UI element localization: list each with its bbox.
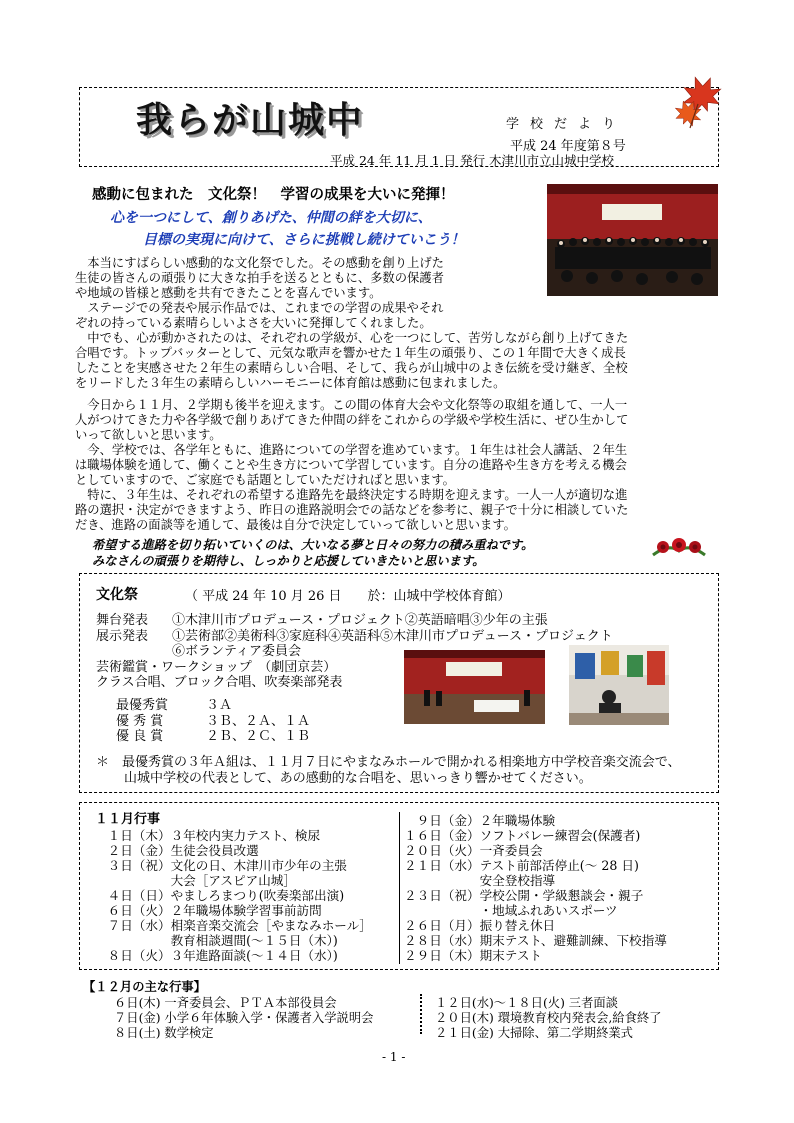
- december-event-item: ７日(金) 小学６年体験入学・保護者入学説明会: [114, 1011, 374, 1025]
- exhibit-items: ⑥ボランティア委員会: [172, 644, 301, 659]
- exhibit-photo: [569, 645, 669, 725]
- event-item: ２６日（月）振り替え休日: [404, 918, 556, 933]
- masthead-title: 我らが山城中: [136, 100, 365, 141]
- chorus-stage-photo: [547, 184, 718, 296]
- lead-paragraph-line: いって欲しいと思います。: [75, 428, 222, 442]
- award-label: 最優秀賞: [116, 698, 169, 713]
- award-label: 優 良 賞: [116, 729, 164, 744]
- lead-paragraph-line: ステージでの発表や展示作品では、これまでの学習の成果やそれ: [75, 301, 444, 315]
- event-item: 教育相談週間(～１５日（木）): [95, 933, 338, 948]
- issue-number: 平成 24 年度第８号: [510, 139, 626, 154]
- award-value: ３Ａ: [206, 698, 233, 713]
- event-item: 大会［アスピア山城］: [95, 873, 296, 888]
- event-item: ・地域ふれあいスポーツ: [404, 903, 618, 918]
- lead-title: 感動に包まれた 文化祭！ 学習の成果を大いに発揮！: [92, 187, 455, 203]
- lead-paragraph-line: したことを実感させた２年生の素晴らしい合唱、そして、我らが山城中のよき伝統を受け継ぎ、全校: [75, 361, 628, 375]
- december-divider: [420, 994, 422, 1034]
- december-event-item: ６日(木) 一斉委員会、ＰＴＡ本部役員会: [114, 996, 337, 1010]
- awards-stage-photo: [404, 650, 545, 724]
- festival-note: ＊ 最優秀賞の３年Ａ組は、１１月７日にやまなみホールで開かれる相楽地方中学校音楽交流会で、: [96, 755, 681, 770]
- lead-paragraph-line: 今日から１１月、２学期も後半を迎えます。この間の体育大会や文化祭等の取組を通して、一人一: [75, 398, 628, 412]
- lead-paragraph-line: ぞれの持っている素晴らしいよさを大いに発揮してくれました。: [75, 316, 432, 330]
- event-item: ２３日（祝）学校公開・学級懇談会・親子: [404, 888, 644, 903]
- december-event-item: ２１日(金) 大掃除、第二学期終業式: [435, 1026, 633, 1040]
- closing-message-line-1: 希望する進路を切り拓いていくのは、大いなる夢と日々の努力の積み重ねです。: [92, 537, 534, 552]
- award-value: ３Ｂ、２Ａ、１Ａ: [206, 714, 311, 729]
- event-item: ４日（日）やましろまつり(吹奏楽部出演): [95, 888, 345, 903]
- lead-paragraph-line: 特に、３年生は、それぞれの希望する進路先を最終決定する時期を迎えます。一人一人が適切な進: [75, 488, 628, 502]
- lead-paragraph-line: だき、進路の面談等を通して、最後は自分で決定していって欲しいと思います。: [75, 518, 516, 532]
- issue-line: 平成 24 年 11 月 1 日 発行 木津川市立山城中学校: [330, 153, 615, 168]
- event-item: ９日（金）２年職場体験: [404, 813, 556, 828]
- event-item: ８日（火）３年進路面談(～１４日（水）): [95, 948, 338, 963]
- lead-paragraph-line: や地域の皆様と感動を共有できたことを喜んでいます。: [75, 286, 382, 300]
- event-item: ２１日（水）テスト前部活停止(～ 28 日): [404, 858, 639, 873]
- festival-note: 山城中学校の代表として、あの感動的な合唱を、思いっきり響かせてください。: [124, 771, 592, 786]
- december-events-heading: 【１２月の主な行事】: [83, 979, 206, 994]
- event-item: ２８日（水）期末テスト、避難訓練、下校指導: [404, 933, 667, 948]
- award-label: 優 秀 賞: [116, 714, 164, 729]
- stage-label: 舞台発表: [96, 613, 149, 628]
- exhibit-items: ①芸術部②美術科③家庭科④英語科⑤木津川市プロデュース・プロジェクト: [172, 629, 613, 644]
- event-item: １日（木）３年校内実力テスト、検尿: [95, 828, 321, 843]
- events-divider: [399, 812, 400, 964]
- festival-heading: 文化祭: [96, 587, 138, 603]
- closing-message-line-2: みなさんの頑張りを期待し、しっかりと応援していきたいと思います。: [92, 553, 485, 568]
- lead-paragraph-line: としていますので、ご家庭でも話題としていただければと思います。: [75, 473, 455, 487]
- roses-decoration-icon: [649, 533, 709, 561]
- lead-paragraph-line: 人がつけてきた力や各学級で創りあげてきた仲間の絆をこれからの学級や学校生活に、ぜひ生かして: [75, 413, 629, 427]
- maple-leaf-icon: [668, 72, 728, 132]
- lead-paragraph-line: 本当にすばらしい感動的な文化祭でした。その感動を創り上げた: [75, 256, 444, 270]
- slogan-line-2: 目標の実現に向けて、さらに挑戦し続けていこう！: [143, 232, 465, 248]
- november-events-heading: １１月行事: [95, 812, 161, 827]
- event-item: ２０日（火）一斉委員会: [404, 843, 543, 858]
- lead-paragraph-line: をリードした３年生の素晴らしいハーモニーに体育館は感動に包まれました。: [75, 376, 506, 390]
- lead-paragraph-line: 合唱です。トップバッターとして、元気な歌声を響かせた１年生の頑張り、この１年間で大きく成長: [75, 346, 626, 360]
- lead-paragraph-line: 路の選択・決定ができますよう、昨日の進路説明会での話などを参考に、親子で十分に相談していた: [75, 503, 629, 517]
- festival-date: （ 平成 24 年 10 月 26 日 於：山城中学校体育館）: [185, 589, 511, 604]
- award-value: ２Ｂ、２Ｃ、１Ｂ: [206, 729, 311, 744]
- page-number: - 1 -: [382, 1050, 406, 1064]
- december-event-item: ２０日(木) 環境教育校内発表会,給食終了: [435, 1011, 662, 1025]
- december-event-item: ８日(土) 数学検定: [114, 1026, 214, 1040]
- lead-paragraph-line: 今、学校では、各学年ともに、進路についての学習を進めています。１年生は社会人講話、２年生: [75, 443, 628, 457]
- december-event-item: １２日(水)～１８日(火) 三者面談: [435, 996, 618, 1010]
- event-item: ３日（祝）文化の日、木津川市少年の主張: [95, 858, 347, 873]
- lead-paragraph-line: は職場体験を通して、働くことや生き方について学習しています。自分の進路や生き方を考える機会: [75, 458, 627, 472]
- exhibit-label: 展示発表: [96, 629, 149, 644]
- lead-paragraph-line: 生徒の皆さんの頑張りに大きな拍手を送るとともに、多数の保護者: [75, 271, 444, 285]
- lead-paragraph-line: 中でも、心が動かされたのは、それぞれの学級が、心を一つにして、苦労しながら創り上げてきた: [75, 331, 629, 345]
- event-item: １６日（金）ソフトバレー練習会(保護者): [404, 828, 641, 843]
- event-item: ２日（金）生徒会役員改選: [95, 843, 259, 858]
- newsletter-label: 学校だより: [506, 117, 627, 132]
- slogan-line-1: 心を一つにして、創りあげた、仲間の絆を大切に、: [110, 210, 432, 226]
- event-item: 安全登校指導: [404, 873, 556, 888]
- stage-items: ①木津川市プロデュース・プロジェクト②英語暗唱③少年の主張: [172, 613, 548, 628]
- chorus-line: クラス合唱、ブロック合唱、吹奏楽部発表: [96, 675, 343, 690]
- workshop-line: 芸術鑑賞・ワークショップ （劇団京芸）: [96, 660, 337, 675]
- event-item: ６日（火）２年職場体験学習事前訪問: [95, 903, 322, 918]
- event-item: ２９日（木）期末テスト: [404, 948, 543, 963]
- event-item: ７日（水）相楽音楽交流会［やまなみホール］: [95, 918, 372, 933]
